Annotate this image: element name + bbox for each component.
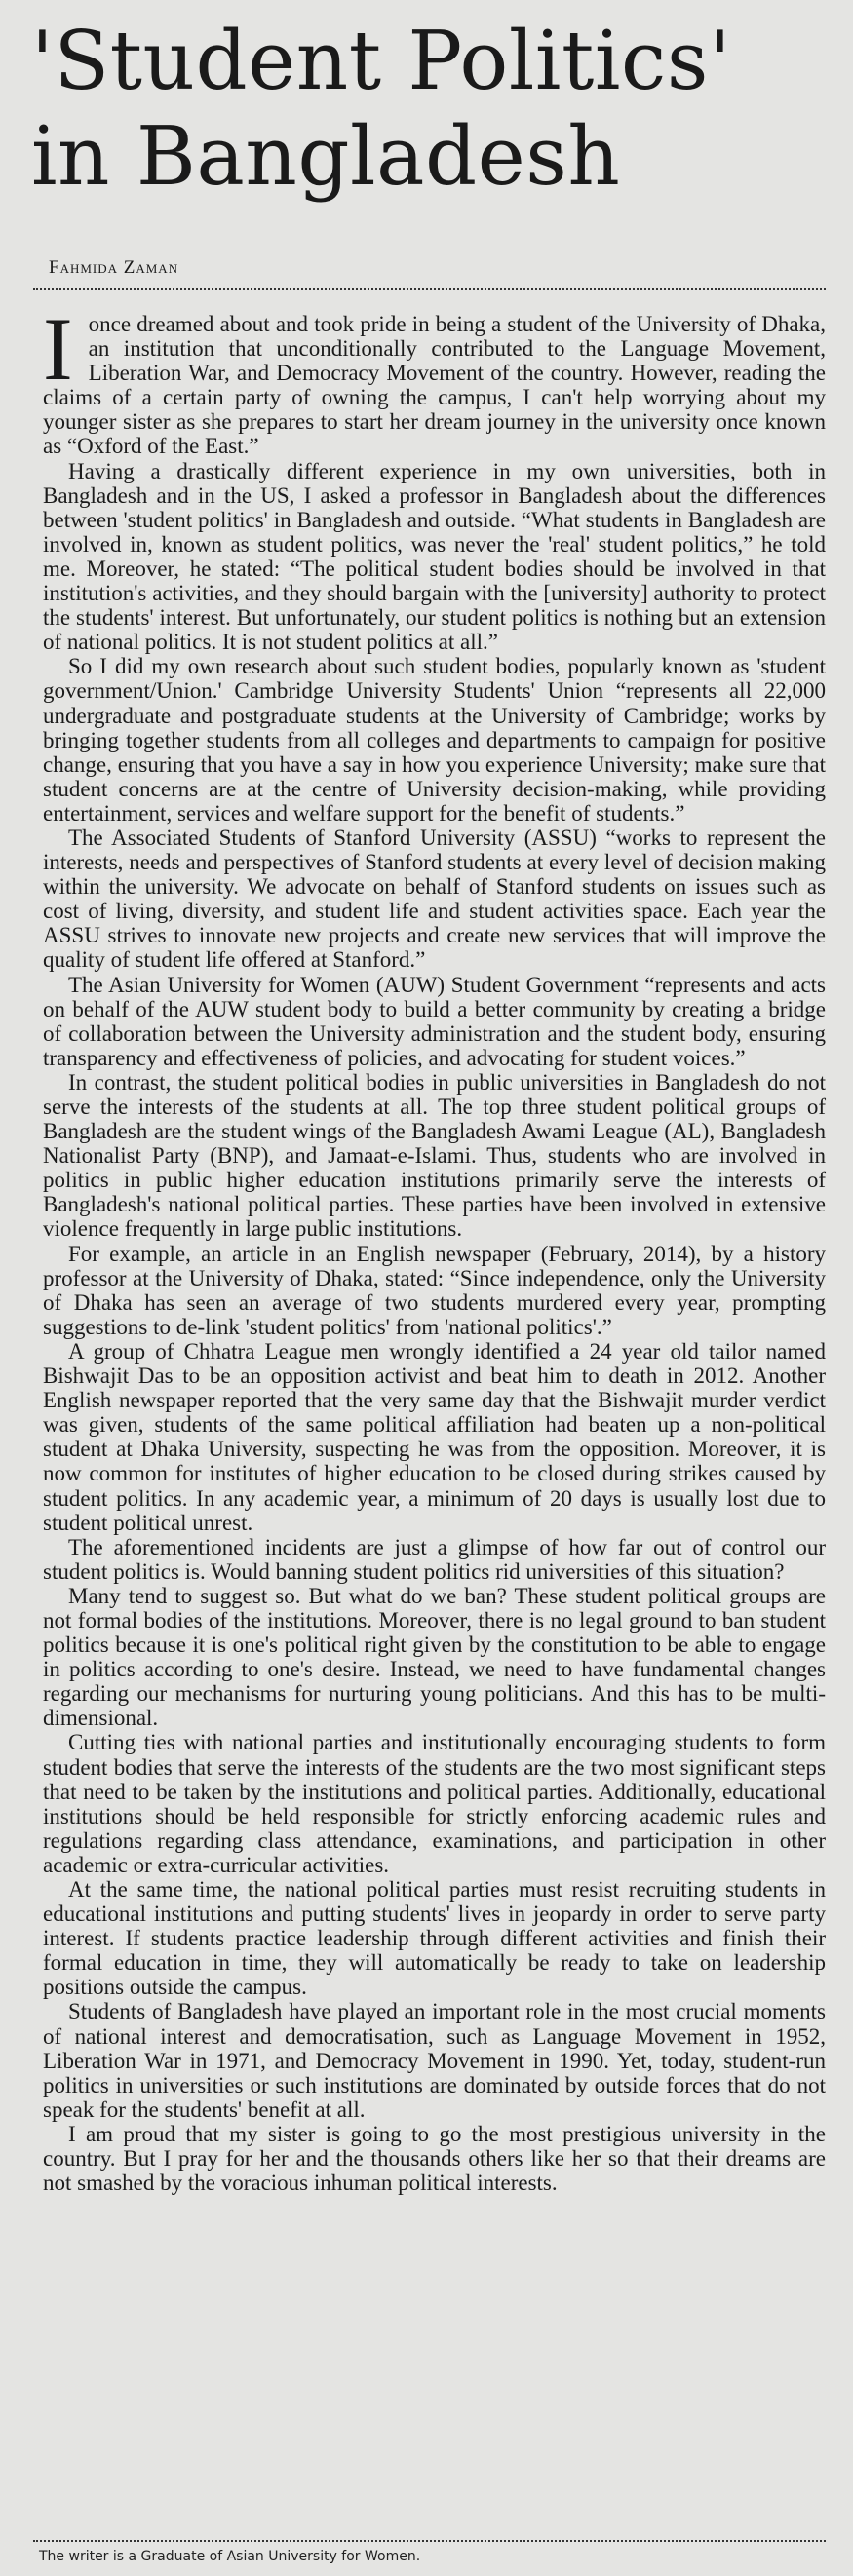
- headline-line-1: 'Student Politics': [31, 14, 732, 108]
- drop-cap: I: [43, 299, 73, 399]
- paragraph-7: For example, an article in an English newspaper (February, 2014), by a history professor at the University of Dhaka, stated: “Since independence, only the University of Dhaka has seen an average of two students murdered every year, prompting suggestions to de-link 'student politics' from 'national politics'.”: [43, 1241, 826, 1339]
- article-body: [43, 299, 826, 2196]
- paragraph-12: At the same time, the national political parties must resist recruiting students in educational institutions and putting students' lives in jeopardy in order to serve party interest. If students practice leadership through different activities and finish their formal education in time, they will automatically be ready to take on leadership positions outside the campus.: [43, 1877, 826, 2000]
- headline-line-2: in Bangladesh: [31, 109, 621, 204]
- footer-divider: [33, 2540, 826, 2542]
- paragraph-6: In contrast, the student political bodies in public universities in Bangladesh do not serve the interests of the students at all. The top three student political groups of Bangladesh are the student wings of the Bangladesh Awami League (AL), Bangladesh Nationalist Party (BNP), and Jamaat-e-Islami. Thus, students who are involved in politics in public higher education institutions primarily serve the interests of Bangladesh's national political parties. These parties have been involved in extensive violence frequently in large public institutions.: [43, 1069, 826, 1242]
- paragraph-text: once dreamed about and took pride in being a student of the University of Dhaka, an institution that unconditionally contributed to the Language Movement, Liberation War, and Democracy Movement of the country. However, reading the claims of a certain party of owning the campus, I can't help worrying about my younger sister as she prepares to start her dream journey in the university once known as “Oxford of the East.”: [43, 312, 826, 459]
- paragraph-10: Many tend to suggest so. But what do we ban? These student political groups are not formal bodies of the institutions. Moreover, there is no legal ground to ban student politics because it is one's political right given by the constitution to be able to engage in politics according to one's desire. Instead, we need to have fundamental changes regarding our mechanisms for nurturing young politicians. And this has to be multi-dimensional.: [43, 1583, 826, 1731]
- paragraph-2: Having a drastically different experience in my own universities, both in Bangladesh and in the US, I asked a professor in Bangladesh about the differences between 'student politics' in Bangladesh and outside. “What students in Bangladesh are involved in, known as student politics, was never the 'real' student politics,” he told me. Moreover, he stated: “The political student bodies should be involved in that institution's activities, and they should bargain with the [university] authority to protect the students' interest. But unfortunately, our student politics is nothing but an extension of national politics. It is not student politics at all.”: [43, 458, 826, 655]
- paragraph-14: I am proud that my sister is going to go the most prestigious university in the country. But I pray for her and the thousands others like her so that their dreams are not smashed by the voracious inhuman political interests.: [43, 2121, 826, 2196]
- paragraph-11: Cutting ties with national parties and institutionally encouraging students to form student bodies that serve the interests of the students are the two most significant steps that need to be taken by the institutions and political parties. Additionally, educational institutions should be held responsible for strictly enforcing academic rules and regulations regarding class attendance, examinations, and participation in other academic or extra-curricular activities.: [43, 1730, 826, 1877]
- article-headline: [31, 14, 826, 205]
- paragraph-4: The Associated Students of Stanford University (ASSU) “works to represent the interests, needs and perspectives of Stanford students at every level of decision making within the university. We advocate on behalf of Stanford students on issues such as cost of living, diversity, and student life and student activities space. Each year the ASSU strives to innovate new projects and create new services that will improve the quality of student life offered at Stanford.”: [43, 825, 826, 973]
- paragraph-8: A group of Chhatra League men wrongly identified a 24 year old tailor named Bishwajit Das to be an opposition activist and beat him to death in 2012. Another English newspaper reported that the very same day that the Bishwajit murder verdict was given, students of the same political affiliation had beaten up a non-political student at Dhaka University, suspecting he was from the opposition. Moreover, it is now common for institutes of higher education to be closed during strikes caused by student politics. In any academic year, a minimum of 20 days is usually lost due to student political unrest.: [43, 1338, 826, 1535]
- paragraph-3: So I did my own research about such student bodies, popularly known as 'student government/Union.' Cambridge University Students' Union “represents all 22,000 undergraduate and postgraduate students at the University of Cambridge; works by bringing together students from all colleges and departments to campaign for positive change, ensuring that you have a say in how you experience University; make sure that student concerns are at the centre of University decision-making, while providing entertainment, services and welfare support for the benefit of students.”: [43, 654, 826, 826]
- paragraph-9: The aforementioned incidents are just a glimpse of how far out of control our student politics is. Would banning student politics rid universities of this situation?: [43, 1534, 826, 1584]
- paragraph-1: [43, 299, 826, 459]
- author-note: The writer is a Graduate of Asian University for Women.: [39, 2549, 421, 2564]
- byline-divider: [33, 288, 826, 290]
- paragraph-13: Students of Bangladesh have played an important role in the most crucial moments of national interest and democratisation, such as Language Movement in 1952, Liberation War in 1971, and Democracy Movement in 1990. Yet, today, student-run politics in universities or such institutions are dominated by outside forces that do not speak for the students' benefit at all.: [43, 1999, 826, 2122]
- author-byline: Fahmida Zaman: [49, 257, 179, 278]
- paragraph-5: The Asian University for Women (AUW) Student Government “represents and acts on behalf of the AUW student body to build a better community by creating a bridge of collaboration between the University administration and the student body, ensuring transparency and effectiveness of policies, and advocating for student voices.”: [43, 972, 826, 1070]
